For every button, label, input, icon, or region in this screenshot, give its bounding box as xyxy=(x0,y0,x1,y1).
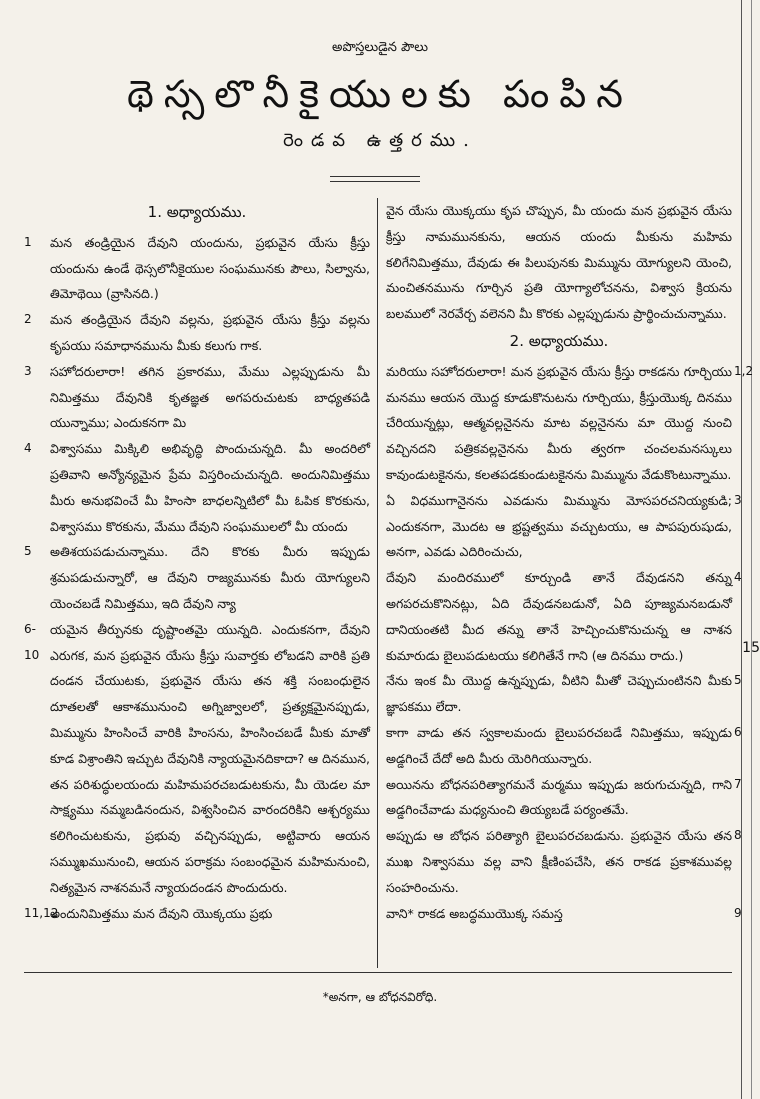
verse xyxy=(386,901,742,927)
chapter-heading: 1. అధ్యాయము. xyxy=(147,203,247,221)
verse-text: మరియు సహోదరులారా! మన ప్రభువైన యేసు క్రీస్తు రాకడను గూర్చియు మనము ఆయన యొద్ద కూడుకొనుటను గూర్చియు, క్రీస్తుయొక్క దినము చేరియున్నట్లు, ఆత్మవల్లనైనను మాట వల్లనైనను మా యొద్ద నుంచి వచ్చినదని పత్రికవల్లనైనను మీరు త్వరగా చంచలమనస్కులు కావుండుటకైనను, కలతపడకుండుటకైనను మిమ్మును వేడుకొంటున్నాము. xyxy=(386,363,732,482)
verse xyxy=(386,668,742,720)
page-edge-line xyxy=(741,0,742,1099)
verse-text: ఏ విధముగానైనను ఎవడును మిమ్మును మోసపరచనియ్యకుడి; ఎందుకనగా, మొదట ఆ భ్రష్టత్వము వచ్చుటయు, ఆ పాపపురుషుడు, అనగా, ఎవడు ఎదిరించుచు, xyxy=(386,492,732,560)
verse xyxy=(386,720,742,772)
verse-number: 4 xyxy=(24,441,32,456)
verse-text: మన తండ్రియైన దేవుని వల్లను, ప్రభువైన యేసు క్రీస్తు వల్లను కృపయు సమాధానమును మీకు కలుగు గాక. xyxy=(50,312,370,353)
verse-number: 4 xyxy=(734,570,742,585)
title-ornament-rule xyxy=(330,176,420,182)
verse xyxy=(386,359,754,488)
page-edge-line-outer xyxy=(751,0,752,1099)
verse-number: 7 xyxy=(734,776,742,791)
verse xyxy=(24,230,370,307)
verse-number: 1 xyxy=(24,234,32,249)
verse-text: అయినను బోధనపరిత్యాగమనే మర్మము ఇప్పుడు జరుగుచున్నది, గాని అడ్డగించేవాడు మధ్యనుంచి తియ్యబడే పర్యంతమే. xyxy=(386,776,732,818)
verse-number: 6 xyxy=(734,724,742,739)
verse xyxy=(386,488,742,565)
verse-number: 11,12 xyxy=(24,905,59,920)
verse xyxy=(24,901,370,927)
verse-number: 6-10 xyxy=(24,621,40,662)
verse-number: 3 xyxy=(734,492,742,507)
footnote-rule xyxy=(24,972,732,973)
verse-text: నేను ఇంక మీ యొద్ద ఉన్నప్పుడు, వీటిని మీతో చెప్పుచుంటినని మీకు జ్ఞాపకము లేదా. xyxy=(386,673,732,715)
verse xyxy=(24,617,370,901)
running-head: అపొస్తలుడైన పౌలు xyxy=(332,40,428,55)
page-title: థెస్సలొనీకైయులకు పంపిన xyxy=(127,72,633,116)
verse xyxy=(386,823,742,900)
column-divider xyxy=(377,198,378,968)
chapter-heading: 2. అధ్యాయము. xyxy=(509,331,609,350)
verse-text: విశ్వాసము మిక్కిలి అభివృద్ధి పొందుచున్నది. మీ అందరిలో ప్రతివాని అన్యోన్యమైన ప్రేమ విస్తరించుచున్నది. అందునిమిత్తము మీరు అనుభవించే మీ హింసా బాధలన్నిటిలో మీ ఓపిక కొరకును, విశ్వాసము కొరకును, మేము దేవుని సంఘములలో మీ యందు xyxy=(50,441,370,534)
verse xyxy=(24,359,370,436)
verse-text: మన తండ్రియైన దేవుని యందును, ప్రభువైన యేసు క్రీస్తు యందును ఉండే థెస్సలొనీకైయుల సంఘమునకు పౌలు, సిల్వాను, తిమోథెయి (వ్రాసినది.) xyxy=(50,234,370,302)
verse-continuation: వైన యేసు యొక్కయు కృప చొప్పున, మీ యందు మన ప్రభువైన యేసు క్రీస్తు నామమునకును, ఆయన యందు మీకును మహిమ కలిగేనిమిత్తము, దేవుడు ఈ పిలుపునకు మిమ్మును యోగ్యులని యెంచి, మంచితనమును గూర్చిన ప్రతి యోగ్యాలోచనను, విశ్వాస క్రియను బలములో నెరవేర్చ వలెనని మీ కొరకు ఎల్లప్పుడును ప్రార్థించుచున్నాము. xyxy=(386,203,732,322)
page-subtitle: రెండవ ఉత్తరము. xyxy=(283,130,477,151)
left-column xyxy=(24,198,370,926)
margin-mark: 15 xyxy=(742,640,760,656)
footnote: *అనగా, ఆ బోధనవిరోధి. xyxy=(322,990,438,1004)
verse-text: అప్పుడు ఆ బోధన పరిత్యాగి బైలుపరచబడును. ప్రభువైన యేసు తన ముఖ నిశ్వాసము వల్ల వాని క్షీణింపచేసి, తన రాకడ ప్రకాశమువల్ల సంహరించును. xyxy=(386,828,732,895)
verse-number: 5 xyxy=(734,673,742,688)
verse xyxy=(24,436,370,539)
verse xyxy=(24,539,370,616)
verse xyxy=(24,307,370,359)
verse-number: 8 xyxy=(734,828,742,843)
verse xyxy=(386,772,742,824)
verse-text: అందునిమిత్తము మన దేవుని యొక్కయు ప్రభు xyxy=(50,905,273,921)
verse-text: వాని* రాకడ అబద్ధముయొక్క సమస్త xyxy=(386,905,563,921)
verse-text: సహోదరులారా! తగిన ప్రకారము, మేము ఎల్లప్పుడును మీ నిమిత్తము దేవునికి కృతజ్ఞత అగపరుచుటకు బాధ్యతపడి యున్నాము; ఎందుకనగా మి xyxy=(50,363,370,431)
verse-text: అతిశయపడుచున్నాము. దేని కొరకు మీరు ఇప్పుడు శ్రమపడుచున్నారో, ఆ దేవుని రాజ్యమునకు మీరు యోగ్యులని యెంచబడే నిమిత్తము, ఇది దేవుని న్యా xyxy=(50,544,370,611)
verse-number: 3 xyxy=(24,363,32,378)
verse-number: 1,2 xyxy=(734,363,754,378)
verse xyxy=(386,565,742,668)
verse-number: 2 xyxy=(24,312,32,327)
verse-text: దేవుని మందిరములో కూర్చుండి తానే దేవుడనని తన్ను అగపరచుకొనినట్లు, ఏది దేవుడనబడునో, ఏది పూజ్యమనబడునో దానియంతటి మీద తన్ను తానే హెచ్చించుకొనుచున్న ఆ నాశన కుమారుడు బైలుపడుటయు కలిగితేనే గాని (ఆ దినము రాదు.) xyxy=(386,570,732,663)
verse-text: యమైన తీర్పునకు దృష్టాంతమై యున్నది. ఎందుకనగా, దేవుని ఎరుగక, మన ప్రభువైన యేసు క్రీస్తు సువార్తకు లోబడని వారికి ప్రతి దండన చేయుటకు, ప్రభువైన యేసు తన శక్తి సంబంధులైన దూతలతో ఆకాశమునుంచి అగ్నిజ్వాలలో, ప్రత్యక్షమైనప్పుడు, మిమ్మును హింసించే వారికి హింసను, హింసించబడే మీకు మాతో కూడ విశ్రాంతిని ఇచ్చుట దేవునికి న్యాయమైనదికాదా? ఆ దినమున, తన పరిశుద్ధులయందు మహిమపరచబడుటకును, మీ యెడల మా సాక్ష్యము నమ్మబడినందున, విశ్వసించిన వారందరికిని ఆశ్చర్యము కలిగించుటకును, ప్రభువు వచ్చినప్పుడు, అట్టివారు ఆయన సమ్ముఖమునుంచి, ఆయన పరాక్రమ సంబంధమైన మహిమనుంచి, నిత్యమైన నాశనమనే న్యాయదండన పొందుదురు. xyxy=(50,621,370,895)
verse-text: కాగా వాడు తన స్వకాలమందు బైలుపరచబడే నిమిత్తము, ఇప్పుడు అడ్డగించే దేదో అది మీరు యెరిగియున్నారు. xyxy=(386,724,732,766)
verse-number: 9 xyxy=(734,905,742,920)
verse-number: 5 xyxy=(24,544,32,559)
